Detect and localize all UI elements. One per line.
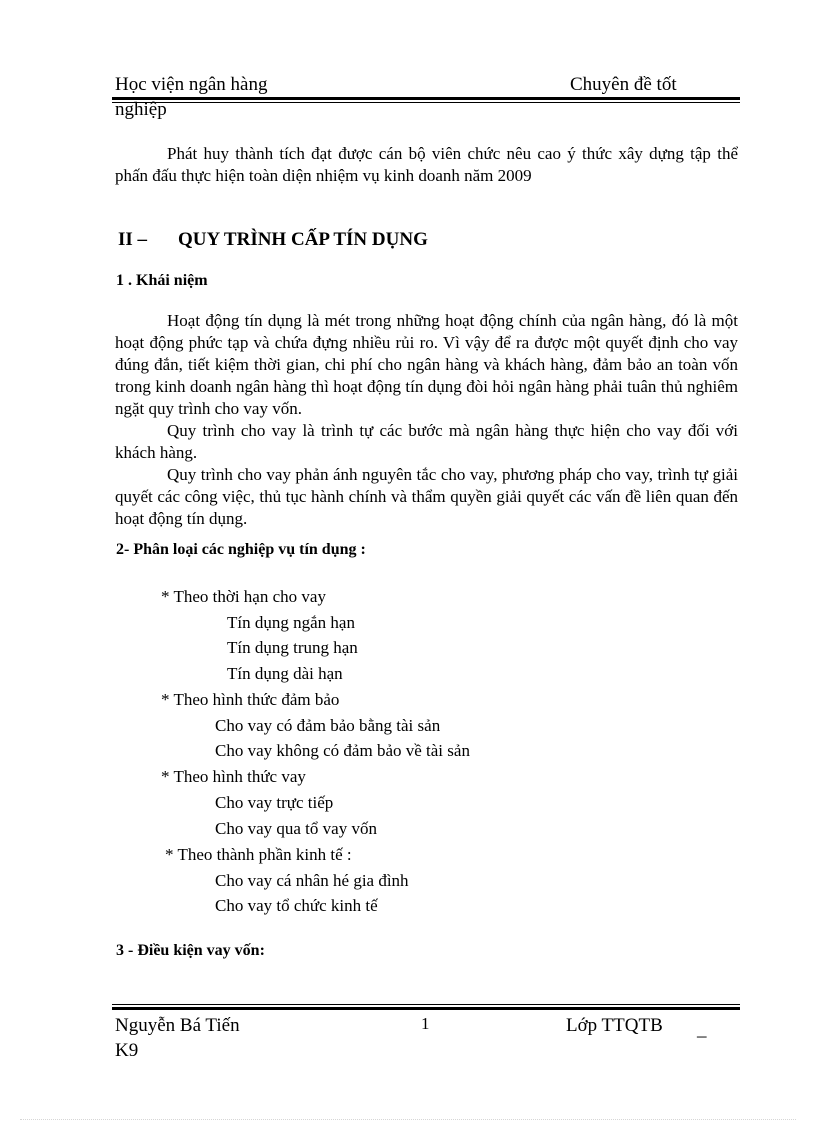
paragraph: Hoạt động tín dụng là mét trong những hoạt động chính của ngân hàng, đó là một hoạt động phức tạp và chứa đựng nhiều rủi ro. Vì vậy để ra được một quyết định cho vay đúng đắn, tiết kiệm thời gian, chi phí cho ngân hàng và khách hàng, đảm bảo an toàn vốn trong kinh doanh ngân hàng thì hoạt động tín dụng đòi hỏi ngân hàng phải tuân thủ nghiêm ngặt quy trình cho vay vốn. xyxy=(115,311,738,418)
subsection-2-heading: 2- Phân loại các nghiệp vụ tín dụng : xyxy=(116,541,366,558)
header-institution: Học viện ngân hàng xyxy=(115,74,268,95)
intro-paragraph: Phát huy thành tích đạt được cán bộ viên chức nêu cao ý thức xây dựng tập thể phấn đấu thực hiện toàn diện nhiệm vụ kinh doanh năm 2009 xyxy=(115,144,738,185)
footer-class: Lớp TTQTB xyxy=(566,1015,663,1036)
header-rule-thick xyxy=(112,97,740,100)
header-wrap: nghiệp xyxy=(115,99,167,120)
list-item: Cho vay qua tổ vay vốn xyxy=(215,819,377,838)
footer-rule-thick xyxy=(112,1007,740,1010)
group-title: * Theo hình thức vay xyxy=(161,767,306,786)
list-item: Cho vay không có đảm bảo về tài sản xyxy=(215,741,470,760)
page-edge-divider xyxy=(20,1119,796,1120)
header-rule-thin xyxy=(112,102,740,103)
footer-wrap: K9 xyxy=(115,1040,139,1061)
group-title: * Theo hình thức đảm bảo xyxy=(161,690,340,709)
subsection-3-heading: 3 - Điều kiện vay vốn: xyxy=(116,942,265,959)
footer-author: Nguyễn Bá Tiến xyxy=(115,1015,240,1036)
list-item: Tín dụng dài hạn xyxy=(227,664,343,683)
page-number: 1 xyxy=(421,1014,430,1033)
footer-rule-thin xyxy=(112,1004,740,1005)
section-number: II – xyxy=(118,229,148,250)
footer-mark: _ xyxy=(697,1019,707,1040)
list-item: Cho vay trực tiếp xyxy=(215,793,334,812)
list-item: Tín dụng ngắn hạn xyxy=(227,613,355,632)
list-item: Cho vay có đảm bảo bằng tài sản xyxy=(215,716,441,735)
subsection-1-heading: 1 . Khái niệm xyxy=(116,272,208,289)
list-item: Cho vay tổ chức kinh tế xyxy=(215,896,378,915)
list-item: Cho vay cá nhân hé gia đình xyxy=(215,871,409,890)
group-title: * Theo thời hạn cho vay xyxy=(161,587,326,606)
group-title: * Theo thành phần kinh tế : xyxy=(165,845,352,864)
header-document-type: Chuyên đề tốt xyxy=(570,74,677,95)
subsection-1-body xyxy=(115,310,738,530)
paragraph: Quy trình cho vay là trình tự các bước mà ngân hàng thực hiện cho vay đối với khách hàng. xyxy=(115,421,738,462)
list-item: Tín dụng trung hạn xyxy=(227,638,358,657)
paragraph: Quy trình cho vay phản ánh nguyên tắc cho vay, phương pháp cho vay, trình tự giải quyết các công việc, thủ tục hành chính và thẩm quyền giải quyết các vấn đề liên quan đến hoạt động tín dụng. xyxy=(115,465,738,528)
section-title: QUY TRÌNH CẤP TÍN DỤNG xyxy=(178,229,428,250)
